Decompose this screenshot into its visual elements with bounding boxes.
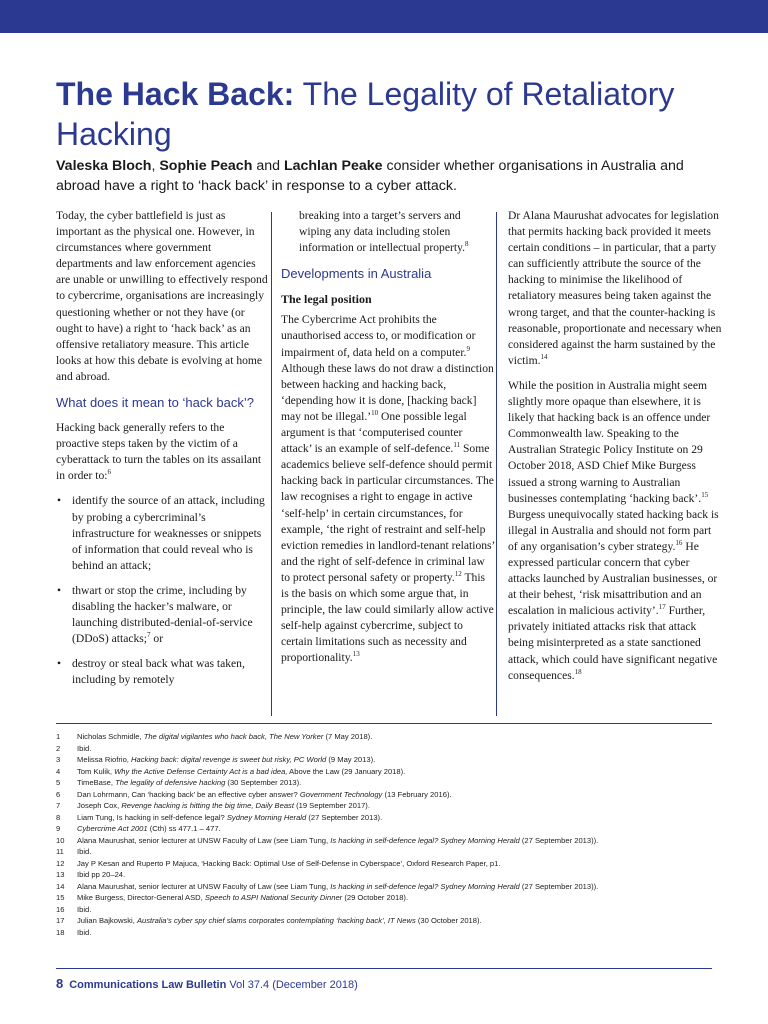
footnote-ref[interactable]: 17 (658, 603, 666, 612)
footnote-ref[interactable]: 9 (466, 344, 470, 353)
paragraph-text: One possible legal argument is that ‘computerised counter attack’ is an example of self-defence. (281, 409, 467, 456)
footnote-item (56, 892, 756, 904)
author-name: Lachlan Peake (283, 158, 383, 174)
footnote-text: Joseph Cox, (77, 801, 122, 810)
footnote-ref[interactable]: 14 (540, 352, 548, 361)
footnote-text: Melissa Riofrio, (77, 755, 132, 764)
paragraph (56, 420, 270, 484)
bullet-item: • identify the source of an attack, including by probing a cybercriminal’s infrastructure for weaknesses or snippets of information that could reveal who is behind an attack; (56, 493, 270, 573)
footnote-number: 9 (56, 824, 61, 833)
footnote-item (56, 835, 756, 847)
footnote-text: TimeBase, (77, 778, 116, 787)
paragraph-text: He expressed particular concern that cyber attacks launched by Australian businesses, or at their behest, ‘risk misattribution and an escalation in malicious activity’. (508, 539, 718, 618)
paragraph-text: Burgess unequivocally stated hacking back is illegal in Australia and should not form part of any organisation’s cyber strategy. (508, 507, 719, 553)
paragraph-text: Hacking back generally refers to the proactive steps taken by the victim of a cyberattack to turn the tables on its assailant in order to: (56, 421, 262, 483)
footnote-ref[interactable]: 12 (454, 570, 462, 579)
publication-name: Communications Law Bulletin (69, 979, 227, 991)
footnote-number: 4 (56, 766, 61, 776)
footnote-ref[interactable]: 16 (675, 539, 683, 548)
column-divider (271, 212, 272, 716)
footnote-text: (27 September 2013). (306, 812, 383, 822)
footnote-title: Government Technology (299, 789, 383, 799)
paragraph-text: This is the basis on which some argue that, in principle, the law could similarly allow active self-help against cybercrime, subject to certain limitations such as necessity and proportionality. (281, 570, 494, 665)
paragraph-text: While the position in Australia might seem slightly more opaque than elsewhere, it is likely that hacking back is an offence under Commonwealth law. Speaking to the Australian Strategic Policy Institute on 29 October 2018, ASD Chief Mike Burgess issued a strong warning to Australian businesses contemplating ‘hacking back’. (508, 378, 711, 505)
footnote-item (56, 904, 756, 916)
paragraph (508, 208, 722, 369)
footnote-ref[interactable]: 10 (371, 409, 379, 418)
footnote-number: 8 (56, 812, 61, 822)
column-divider (496, 212, 497, 716)
footnote-text: (19 September 2017). (293, 801, 370, 810)
footnote-number: 5 (56, 778, 61, 787)
footnote-title: Sydney Morning Herald (226, 812, 307, 822)
footnote-title: Is hacking in self-defence legal? Sydney Morning Herald (330, 835, 520, 845)
footnote-number: 11 (56, 847, 64, 856)
footnote-number: 13 (56, 870, 65, 879)
footnote-ref[interactable]: 7 (147, 631, 151, 640)
footnote-number: 10 (56, 835, 65, 845)
footnote-text: (30 September 2013). (225, 778, 302, 787)
section-heading: Developments in Australia (281, 266, 432, 282)
footnote-title: The legality of defensive hacking (115, 778, 226, 787)
footnote-text: (27 September 2013)). (519, 881, 599, 891)
footnote-text: Alana Maurushat, senior lecturer at UNSW Faculty of Law (see Liam Tung, (77, 835, 331, 845)
footnote-ref[interactable]: 15 (701, 490, 709, 499)
footnote-ref[interactable]: 11 (453, 441, 461, 450)
paragraph-text: Some academics believe self-defence should permit hacking back in particular circumstances. The law recognises a right to engage in active ‘self-help’ in certain circumstances, for example, ‘the right of restraint and self-help eviction remedies in landlord-tenant relations’ and the right of self-defence in criminal law to protect personal safety or property. (281, 442, 495, 584)
issue-info: Vol 37.4 (December 2018) (229, 979, 358, 991)
footnote-item (56, 869, 756, 881)
footnote-number: 14 (56, 881, 65, 891)
footnote-number: 7 (56, 801, 61, 810)
footnote-text: Julian Bajkowski, (77, 916, 137, 925)
footnote-text: Ibid. (77, 927, 92, 937)
footnote-item (56, 915, 756, 927)
footnote-text: Ibid. (77, 904, 92, 914)
footnote-number: 18 (56, 927, 65, 937)
intro-paragraph: Today, the cyber battlefield is just as important as the physical one. However, in circumstances where government departments and law enforcement agencies are unable or unwilling to effectively respond to cybercrime, organisations are increasingly questioning whether or not they have (or ought to have) a right to ‘hack back’ as an offensive retaliatory measure. This article looks at how this debate is evolving at home and abroad. (56, 209, 268, 383)
footer-divider (56, 968, 712, 969)
title-rest: The Legality of Retaliatory Hacking (56, 76, 675, 152)
footnote-text: Liam Tung, Is hacking in self-defence legal? (77, 812, 227, 822)
footnote-text: Ibid. (77, 847, 92, 856)
standfirst (56, 156, 726, 196)
paragraph (281, 208, 495, 256)
section-heading: What does it mean to ‘hack back’? (56, 395, 254, 411)
footnote-number: 16 (56, 904, 65, 914)
footnote-item (56, 731, 756, 743)
paragraph (508, 378, 722, 684)
bullet-list (56, 493, 270, 688)
footnote-item (56, 754, 756, 766)
footnote-text: Nicholas Schmidle, (77, 732, 144, 741)
footnote-text: Dan Lohrmann, Can ‘hacking back’ be an effective cyber answer? (77, 789, 300, 799)
author-name: Sophie Peach (159, 158, 253, 174)
footnote-ref[interactable]: 6 (107, 468, 112, 477)
title-bold: The Hack Back: (56, 76, 295, 112)
paragraph-text: Further, privately initiated attacks risk that attack being misinterpreted as a state sanctioned attack, which could have significant negative consequences. (508, 604, 718, 682)
footnote-text: Tom Kulik, (77, 766, 115, 776)
subheading: The legal position (281, 292, 372, 307)
footnote-item (56, 881, 756, 893)
standfirst-text: consider whether organisations in Australia and abroad have a right to ‘hack back’ in response to a cyber attack. (56, 158, 684, 194)
footnotes-divider (56, 723, 712, 724)
footnote-number: 17 (56, 916, 65, 925)
footnote-item (56, 766, 756, 778)
footnote-title: Hacking back: digital revenge is sweet but risky, PC World (131, 755, 327, 764)
author-separator: and (252, 158, 284, 174)
footnote-title: Australia’s cyber spy chief slams corporates contemplating ‘hacking back’, IT News (136, 916, 416, 925)
article-title (56, 74, 736, 154)
bullet-item: • destroy or steal back what was taken, including by remotely (56, 656, 270, 688)
footnote-item (56, 927, 756, 939)
footnote-title: Speech to ASPI National Security Dinner (204, 893, 343, 902)
paragraph-text: breaking into a target’s servers and wiping any data including stolen information or intellectual property. (299, 209, 466, 255)
footnote-item (56, 743, 756, 755)
top-banner (0, 0, 768, 33)
footnote-item (56, 777, 756, 789)
footnote-text: (9 May 2013). (326, 755, 376, 764)
footnote-number: 12 (56, 858, 65, 868)
footnote-title: The digital vigilantes who hack back, The New Yorker (143, 732, 324, 741)
footnote-number: 3 (56, 755, 61, 764)
footnote-item (56, 846, 756, 858)
footnote-text: Above the Law (29 January 2018). (287, 766, 406, 776)
footnote-ref[interactable]: 8 (465, 240, 469, 249)
footnote-title: Why the Active Defense Certainty Act is a bad idea, (114, 766, 288, 776)
paragraph-text: The Cybercrime Act prohibits the unauthorised access to, or modification or impairment of, data held on a computer. (281, 313, 476, 359)
footnote-text: (29 October 2018). (342, 893, 409, 902)
footnote-text: (27 September 2013)). (519, 835, 599, 845)
bullet-text: thwart or stop the crime, including by disabling the hacker’s malware, or launching distributed-denial-of-service (DDoS) attacks; (72, 583, 253, 646)
footnote-title: Revenge hacking is hitting the big time, Daily Beast (121, 801, 294, 810)
bullet-item (56, 583, 270, 647)
column-1 (56, 208, 270, 697)
paragraph-text: Although these laws do not draw a distinction between hacking and hacking back, ‘depending how it is done, [hacking back] may not be illegal.’ (281, 361, 494, 423)
footnote-text: Ibid. (77, 743, 92, 753)
footnote-text: (30 October 2018). (415, 916, 482, 925)
footnote-text: (13 February 2016). (382, 789, 452, 799)
footnote-item (56, 800, 756, 812)
footnote-title: Cybercrime Act 2001 (77, 824, 148, 833)
footnote-item (56, 858, 756, 870)
footnote-item (56, 812, 756, 824)
footnote-text: Jay P Kesan and Ruperto P Majuca, ‘Hacking Back: Optimal Use of Self-Defense in Cyberspace’, Oxford Research Paper, p1. (77, 858, 501, 868)
footnote-item (56, 823, 756, 835)
footnote-text: Ibid pp 20–24. (77, 870, 126, 879)
footnote-number: 15 (56, 893, 65, 902)
footnote-text: Alana Maurushat, senior lecturer at UNSW Faculty of Law (see Liam Tung, (77, 881, 331, 891)
column-2 (281, 208, 495, 675)
footnote-number: 6 (56, 789, 61, 799)
footnote-text: (Cth) ss 477.1 – 477. (147, 824, 221, 833)
page-footer (56, 976, 358, 993)
footnote-item (56, 789, 756, 801)
column-3 (508, 208, 722, 693)
paragraph (281, 312, 495, 666)
page-number: 8 (56, 976, 64, 991)
paragraph-text: Dr Alana Maurushat advocates for legislation that permits hacking back provided it meets certain conditions – in particular, that a party can sufficiently attribute the source of the hacking to minimise the likelihood of retaliatory measures being taken against the wrong target, and that the counter-hacking is reasonable, proportionate and necessary when considered against the harm sustained by the victim. (508, 209, 722, 367)
footnote-number: 2 (56, 743, 61, 753)
footnote-title: Is hacking in self-defence legal? Sydney Morning Herald (330, 881, 520, 891)
author-name: Valeska Bloch (56, 158, 152, 174)
author-separator: , (151, 158, 160, 174)
footnotes-list (56, 731, 756, 938)
bullet-text: or (150, 632, 164, 646)
footnote-text: (7 May 2018). (323, 732, 373, 741)
footnote-ref[interactable]: 13 (352, 650, 360, 659)
footnote-text: Mike Burgess, Director-General ASD, (77, 893, 205, 902)
footnote-number: 1 (56, 732, 61, 741)
footnote-ref[interactable]: 18 (574, 667, 582, 676)
